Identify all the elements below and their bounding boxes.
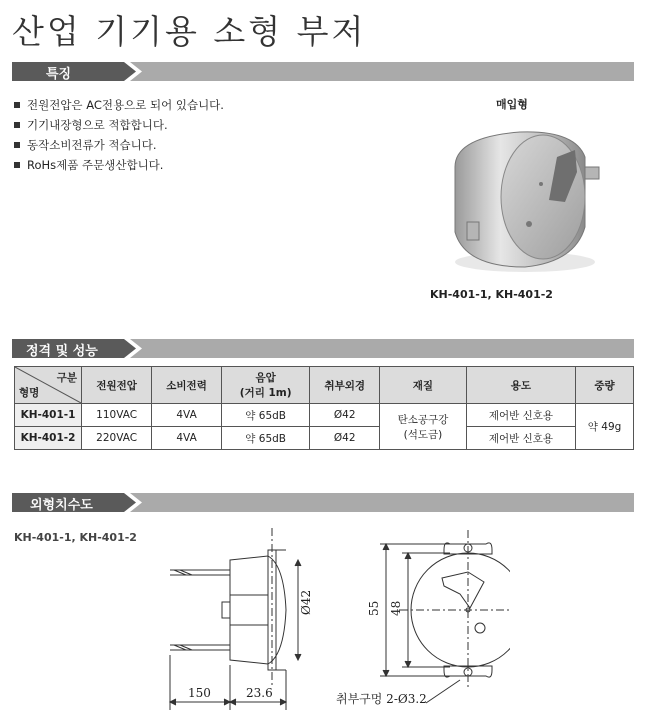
- header-sound-sub: (거리 1m): [239, 387, 292, 399]
- cell-model: KH-401-1: [15, 404, 82, 427]
- cell-diameter: Ø42: [310, 404, 380, 427]
- header-sound: [221, 367, 310, 404]
- bullet-icon: [14, 102, 20, 108]
- feature-text: 전원전압은 AC전용으로 되어 있습니다.: [27, 98, 224, 112]
- photo-caption: KH-401-1, KH-401-2: [430, 288, 553, 301]
- feature-text: 기기내장형으로 적합합니다.: [27, 118, 168, 132]
- cell-diameter: Ø42: [310, 427, 380, 450]
- buzzer-photo: [425, 112, 615, 282]
- feature-text: RoHs제품 주문생산합니다.: [27, 158, 164, 172]
- dimension-drawing: [150, 520, 510, 725]
- cell-weight: 약 49g: [576, 404, 634, 450]
- feature-list: [14, 95, 224, 175]
- cell-usage: 제어반 신호용: [466, 404, 575, 427]
- side-view: [170, 528, 301, 710]
- corner-label-category: 구분: [56, 372, 77, 384]
- header-diameter: 취부외경: [310, 367, 380, 404]
- page-title: 산업 기기용 소형 부저: [12, 12, 367, 51]
- header-voltage: 전원전압: [82, 367, 152, 404]
- section-header-specs: [12, 339, 634, 358]
- table-corner-header: [15, 367, 82, 404]
- header-power: 소비전력: [152, 367, 222, 404]
- section-label-drawing: 외형치수도: [30, 498, 93, 513]
- table-header-row: [15, 367, 634, 404]
- cell-voltage: 110VAC: [82, 404, 152, 427]
- table-row: [15, 404, 634, 427]
- feature-item: [14, 135, 224, 155]
- material-line-2: (석도금): [403, 428, 443, 441]
- dim-150: 150: [188, 686, 211, 700]
- section-header-features: [12, 62, 634, 81]
- hole-note: 취부구멍 2-Ø3.2: [336, 692, 427, 706]
- header-sound-label: 음압: [255, 372, 276, 384]
- section-bar-graphic: [12, 62, 634, 81]
- feature-text: 동작소비전류가 적습니다.: [27, 138, 157, 152]
- bullet-icon: [14, 162, 20, 168]
- photo-label: 매입형: [496, 98, 528, 111]
- table-row: [15, 427, 634, 450]
- material-line-1: 탄소공구강: [397, 413, 449, 426]
- bullet-icon: [14, 142, 20, 148]
- dim-48: 48: [389, 600, 403, 616]
- corner-label-model: 형명: [19, 387, 40, 399]
- cell-model: KH-401-2: [15, 427, 82, 450]
- cell-voltage: 220VAC: [82, 427, 152, 450]
- section-header-drawing: [12, 493, 634, 512]
- section-label-features: 특징: [46, 67, 72, 82]
- cell-power: 4VA: [152, 404, 222, 427]
- drawing-caption: KH-401-1, KH-401-2: [14, 531, 137, 544]
- dim-phi42: Ø42: [299, 589, 313, 615]
- section-bar-graphic: [12, 493, 634, 512]
- bullet-icon: [14, 122, 20, 128]
- cell-sound: 약 65dB: [221, 404, 310, 427]
- dim-23-6: 23.6: [246, 686, 273, 700]
- feature-item: [14, 115, 224, 135]
- cell-material: [380, 404, 467, 450]
- dim-55: 55: [367, 600, 381, 616]
- feature-item: [14, 155, 224, 175]
- spec-table: [14, 366, 634, 450]
- header-usage: 용도: [466, 367, 575, 404]
- section-label-specs: 정격 및 성능: [26, 344, 98, 359]
- cell-sound: 약 65dB: [221, 427, 310, 450]
- feature-item: [14, 95, 224, 115]
- header-material: 재질: [380, 367, 467, 404]
- header-weight: 중량: [576, 367, 634, 404]
- cell-usage: 제어반 신호용: [466, 427, 575, 450]
- cell-power: 4VA: [152, 427, 222, 450]
- section-bar-graphic: [12, 339, 634, 358]
